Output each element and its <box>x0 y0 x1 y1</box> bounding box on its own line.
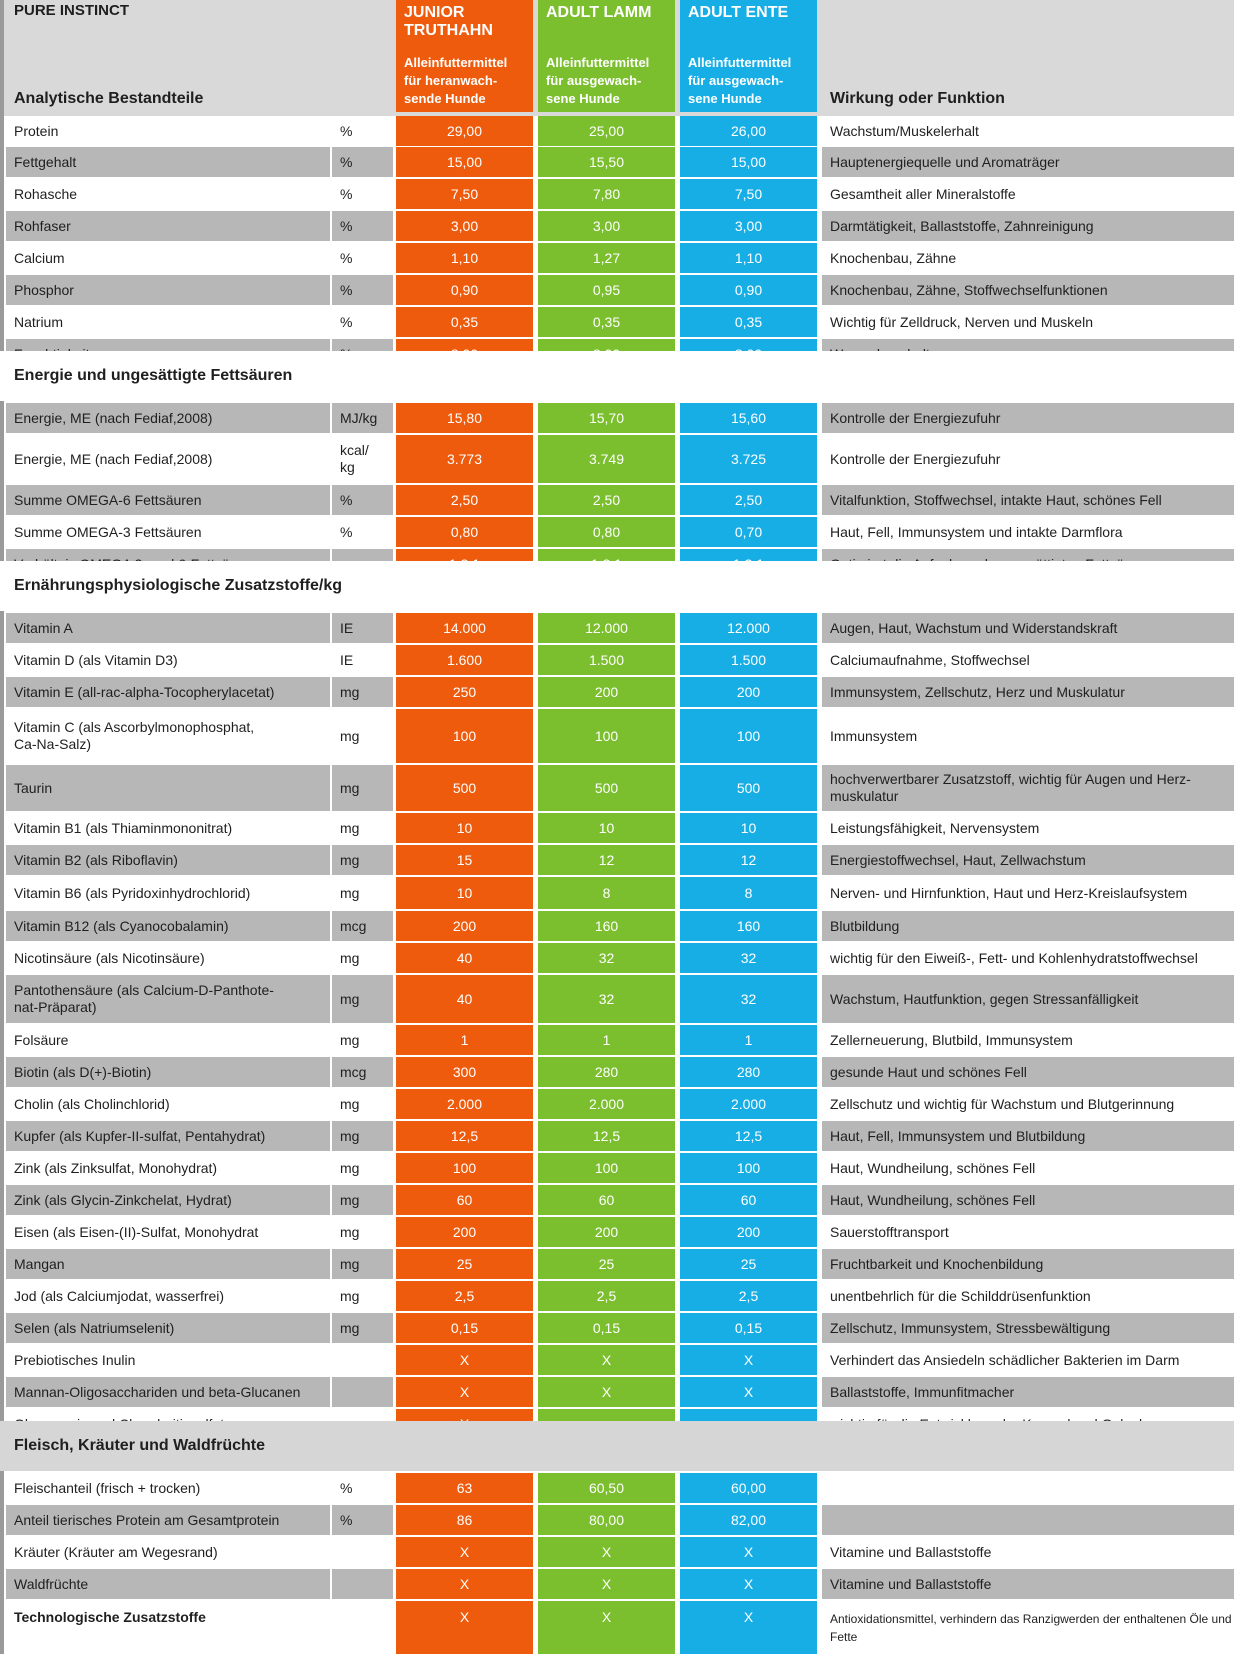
row-function: Ballaststoffe, Immunfitmacher <box>822 1377 1234 1407</box>
value-junior-truthahn: 40 <box>396 943 533 973</box>
value-adult-ente: 25 <box>680 1249 817 1279</box>
value-adult-ente: 12,5 <box>680 1121 817 1151</box>
value-adult-lamm: 1 <box>538 1025 675 1055</box>
value-adult-ente: 0,90 <box>680 275 817 305</box>
value-adult-lamm: 7,80 <box>538 179 675 209</box>
row-unit: % <box>332 275 393 305</box>
row-function: Haut, Fell, Immunsystem und Blutbildung <box>822 1121 1234 1151</box>
table-row <box>0 307 1234 337</box>
table-row <box>0 1569 1234 1599</box>
row-unit: mg <box>332 1153 393 1183</box>
row-unit: mg <box>332 1121 393 1151</box>
table-row <box>0 275 1234 305</box>
value-adult-lamm: 0,35 <box>538 307 675 337</box>
value-adult-ente: 3,00 <box>680 211 817 241</box>
value-junior-truthahn: 1,10 <box>396 243 533 273</box>
row-ingredient: Mannan-Oligosacchariden und beta-Glucanen <box>6 1377 330 1407</box>
row-unit: mg <box>332 1249 393 1279</box>
value-adult-lamm: X <box>538 1537 675 1567</box>
row-function: Knochenbau, Zähne, Stoffwechselfunktionen <box>822 275 1234 305</box>
value-adult-lamm: X <box>538 1569 675 1599</box>
row-unit <box>332 1601 393 1654</box>
value-adult-ente: 200 <box>680 677 817 707</box>
value-junior-truthahn: 250 <box>396 677 533 707</box>
row-ingredient: Taurin <box>6 765 330 811</box>
row-unit: mg <box>332 1281 393 1311</box>
row-ingredient: Prebiotisches Inulin <box>6 1345 330 1375</box>
header-analytic-label: Analytische Bestandteile <box>14 90 204 107</box>
row-unit: mg <box>332 1089 393 1119</box>
row-function: Immunsystem <box>822 709 1234 763</box>
row-function: Energiestoffwechsel, Haut, Zellwachstum <box>822 845 1234 875</box>
row-ingredient: Anteil tierisches Protein am Gesamtprotein <box>6 1505 330 1535</box>
value-adult-lamm: 8 <box>538 877 675 909</box>
brand-title: PURE INSTINCT <box>14 2 130 19</box>
value-adult-ente: 0,35 <box>680 307 817 337</box>
value-junior-truthahn: 2.000 <box>396 1089 533 1119</box>
value-adult-ente: X <box>680 1377 817 1407</box>
value-adult-lamm: 3,00 <box>538 211 675 241</box>
row-unit: IE <box>332 613 393 643</box>
product-description: Alleinfuttermittel für heranwach- sende Hunde <box>404 55 508 106</box>
value-adult-ente: 10 <box>680 813 817 843</box>
table-row <box>0 1601 1234 1654</box>
value-adult-ente: X <box>680 1537 817 1567</box>
row-ingredient: Natrium <box>6 307 330 337</box>
section-title: Fleisch, Kräuter und Waldfrüchte <box>14 1437 265 1454</box>
value-adult-lamm: 2.000 <box>538 1089 675 1119</box>
value-junior-truthahn: 14.000 <box>396 613 533 643</box>
value-junior-truthahn: 3,00 <box>396 211 533 241</box>
row-function: Haut, Fell, Immunsystem und intakte Darmflora <box>822 517 1234 547</box>
row-function: Knochenbau, Zähne <box>822 243 1234 273</box>
row-function: Blutbildung <box>822 911 1234 941</box>
table-row <box>0 243 1234 273</box>
value-adult-lamm: X <box>538 1601 675 1654</box>
row-unit: % <box>332 1505 393 1535</box>
value-adult-ente: 60,00 <box>680 1473 817 1503</box>
value-adult-ente: 500 <box>680 765 817 811</box>
row-ingredient: Vitamin D (als Vitamin D3) <box>6 645 330 675</box>
value-adult-lamm: 12.000 <box>538 613 675 643</box>
section-header <box>0 561 1234 611</box>
row-unit: mcg <box>332 1057 393 1087</box>
row-function: Antioxidationsmittel, verhindern das Ranzigwerden der enthaltenen Öle und Fette <box>822 1601 1234 1654</box>
row-unit: % <box>332 243 393 273</box>
value-adult-lamm: X <box>538 1345 675 1375</box>
row-function: hochverwertbarer Zusatzstoff, wichtig für Augen und Herz- muskulatur <box>822 765 1234 811</box>
value-junior-truthahn: 200 <box>396 911 533 941</box>
row-unit <box>332 1537 393 1567</box>
product-header-junior-truthahn <box>396 0 533 112</box>
value-adult-ente: 1.500 <box>680 645 817 675</box>
value-adult-ente: 7,50 <box>680 179 817 209</box>
row-unit: % <box>332 179 393 209</box>
value-adult-lamm: 200 <box>538 1217 675 1247</box>
product-name: JUNIOR TRUTHAHN <box>404 4 493 39</box>
table-row <box>0 116 1234 146</box>
row-ingredient: Folsäure <box>6 1025 330 1055</box>
row-ingredient: Vitamin A <box>6 613 330 643</box>
row-ingredient: Selen (als Natriumselenit) <box>6 1313 330 1343</box>
row-function <box>822 1473 1234 1503</box>
row-unit: % <box>332 211 393 241</box>
row-unit: mg <box>332 1025 393 1055</box>
value-junior-truthahn: 15,80 <box>396 403 533 433</box>
value-junior-truthahn: 1.600 <box>396 645 533 675</box>
table-row <box>0 403 1234 433</box>
row-function: Leistungsfähigkeit, Nervensystem <box>822 813 1234 843</box>
table-row <box>0 1281 1234 1311</box>
row-ingredient: Rohasche <box>6 179 330 209</box>
row-unit: mcg <box>332 911 393 941</box>
row-ingredient: Nicotinsäure (als Nicotinsäure) <box>6 943 330 973</box>
value-junior-truthahn: 63 <box>396 1473 533 1503</box>
row-ingredient: Vitamin B1 (als Thiaminmononitrat) <box>6 813 330 843</box>
row-unit: mg <box>332 1185 393 1215</box>
section-title: Technologische Zusatzstoffe <box>6 1601 330 1654</box>
row-unit: mg <box>332 813 393 843</box>
row-function: Darmtätigkeit, Ballaststoffe, Zahnreinigung <box>822 211 1234 241</box>
row-function: Gesamtheit aller Mineralstoffe <box>822 179 1234 209</box>
value-junior-truthahn: 300 <box>396 1057 533 1087</box>
value-adult-ente: 15,00 <box>680 147 817 177</box>
row-ingredient: Energie, ME (nach Fediaf,2008) <box>6 435 330 483</box>
row-function: Haut, Wundheilung, schönes Fell <box>822 1185 1234 1215</box>
row-unit <box>332 1569 393 1599</box>
row-ingredient: Summe OMEGA-6 Fettsäuren <box>6 485 330 515</box>
table-row <box>0 517 1234 547</box>
value-junior-truthahn: 40 <box>396 975 533 1023</box>
value-adult-ente: 0,70 <box>680 517 817 547</box>
value-adult-lamm: 15,50 <box>538 147 675 177</box>
row-function: Zellschutz und wichtig für Wachstum und Blutgerinnung <box>822 1089 1234 1119</box>
value-junior-truthahn: X <box>396 1345 533 1375</box>
table-row <box>0 485 1234 515</box>
row-unit: mg <box>332 877 393 909</box>
row-ingredient: Zink (als Zinksulfat, Monohydrat) <box>6 1153 330 1183</box>
row-function: Vitamine und Ballaststoffe <box>822 1537 1234 1567</box>
row-unit: mg <box>332 709 393 763</box>
value-adult-ente: 60 <box>680 1185 817 1215</box>
row-ingredient: Vitamin B12 (als Cyanocobalamin) <box>6 911 330 941</box>
product-header-adult-lamm <box>538 0 675 112</box>
value-adult-lamm: 0,15 <box>538 1313 675 1343</box>
table-row <box>0 645 1234 675</box>
value-adult-lamm: 10 <box>538 813 675 843</box>
table-row <box>0 1249 1234 1279</box>
row-function: Fruchtbarkeit und Knochenbildung <box>822 1249 1234 1279</box>
value-adult-ente: 82,00 <box>680 1505 817 1535</box>
row-unit <box>332 1345 393 1375</box>
value-junior-truthahn: 0,90 <box>396 275 533 305</box>
value-adult-ente: 1 <box>680 1025 817 1055</box>
row-function: Sauerstofftransport <box>822 1217 1234 1247</box>
value-adult-ente: 2,50 <box>680 485 817 515</box>
value-adult-ente: 100 <box>680 709 817 763</box>
bottom-border <box>0 1654 1234 1660</box>
table-row <box>0 709 1234 763</box>
row-function <box>822 1505 1234 1535</box>
row-ingredient: Zink (als Glycin-Zinkchelat, Hydrat) <box>6 1185 330 1215</box>
value-adult-lamm: 1.500 <box>538 645 675 675</box>
table-row <box>0 975 1234 1023</box>
row-unit: mg <box>332 1217 393 1247</box>
row-unit: mg <box>332 765 393 811</box>
row-unit: % <box>332 485 393 515</box>
row-ingredient: Vitamin B2 (als Riboflavin) <box>6 845 330 875</box>
table-row <box>0 677 1234 707</box>
row-function: Nerven- und Hirnfunktion, Haut und Herz-Kreislaufsystem <box>822 877 1234 909</box>
row-function: unentbehrlich für die Schilddrüsenfunktion <box>822 1281 1234 1311</box>
value-adult-lamm: 200 <box>538 677 675 707</box>
value-junior-truthahn: 29,00 <box>396 116 533 146</box>
row-function: Zellschutz, Immunsystem, Stressbewältigung <box>822 1313 1234 1343</box>
row-function: Wachstum/Muskelerhalt <box>822 116 1234 146</box>
value-junior-truthahn: X <box>396 1601 533 1654</box>
row-function: Vitamine und Ballaststoffe <box>822 1569 1234 1599</box>
row-ingredient: Fleischanteil (frisch + trocken) <box>6 1473 330 1503</box>
value-adult-ente: 32 <box>680 975 817 1023</box>
value-adult-lamm: 500 <box>538 765 675 811</box>
row-ingredient: Protein <box>6 116 330 146</box>
value-adult-lamm: 3.749 <box>538 435 675 483</box>
value-junior-truthahn: X <box>396 1569 533 1599</box>
row-ingredient: Biotin (als D(+)-Biotin) <box>6 1057 330 1087</box>
row-unit: mg <box>332 943 393 973</box>
row-unit: MJ/kg <box>332 403 393 433</box>
value-adult-ente: 15,60 <box>680 403 817 433</box>
value-junior-truthahn: 60 <box>396 1185 533 1215</box>
product-header-adult-ente <box>680 0 817 112</box>
section-title: Ernährungsphysiologische Zusatzstoffe/kg <box>14 577 343 594</box>
value-adult-lamm: 32 <box>538 975 675 1023</box>
value-adult-ente: 280 <box>680 1057 817 1087</box>
table-row <box>0 1473 1234 1503</box>
row-unit: % <box>332 1473 393 1503</box>
row-unit: mg <box>332 677 393 707</box>
value-junior-truthahn: 100 <box>396 709 533 763</box>
value-junior-truthahn: X <box>396 1377 533 1407</box>
value-adult-lamm: 0,95 <box>538 275 675 305</box>
value-adult-ente: 2,5 <box>680 1281 817 1311</box>
row-function: Augen, Haut, Wachstum und Widerstandskraft <box>822 613 1234 643</box>
row-unit: mg <box>332 1313 393 1343</box>
value-adult-lamm: 25 <box>538 1249 675 1279</box>
row-function: Verhindert das Ansiedeln schädlicher Bakterien im Darm <box>822 1345 1234 1375</box>
row-ingredient: Kupfer (als Kupfer-II-sulfat, Pentahydrat) <box>6 1121 330 1151</box>
value-adult-lamm: 80,00 <box>538 1505 675 1535</box>
value-junior-truthahn: 2,50 <box>396 485 533 515</box>
row-unit <box>332 1377 393 1407</box>
value-junior-truthahn: 500 <box>396 765 533 811</box>
row-ingredient: Vitamin C (als Ascorbylmonophosphat, Ca-Na-Salz) <box>6 709 330 763</box>
section-title: Energie und ungesättigte Fettsäuren <box>14 367 293 384</box>
table-row <box>0 613 1234 643</box>
value-junior-truthahn: 15,00 <box>396 147 533 177</box>
row-ingredient: Energie, ME (nach Fediaf,2008) <box>6 403 330 433</box>
row-function: Calciumaufnahme, Stoffwechsel <box>822 645 1234 675</box>
value-junior-truthahn: 10 <box>396 813 533 843</box>
table-row <box>0 1377 1234 1407</box>
row-function: Hauptenergiequelle und Aromaträger <box>822 147 1234 177</box>
row-function: Kontrolle der Energiezufuhr <box>822 403 1234 433</box>
value-junior-truthahn: 1 <box>396 1025 533 1055</box>
table-row <box>0 845 1234 875</box>
row-function: Vitalfunktion, Stoffwechsel, intakte Haut, schönes Fell <box>822 485 1234 515</box>
value-adult-ente: 2.000 <box>680 1089 817 1119</box>
section-header <box>0 351 1234 401</box>
row-function: wichtig für den Eiweiß-, Fett- und Kohlenhydratstoffwechsel <box>822 943 1234 973</box>
value-junior-truthahn: 15 <box>396 845 533 875</box>
value-junior-truthahn: 86 <box>396 1505 533 1535</box>
value-adult-lamm: 60 <box>538 1185 675 1215</box>
value-adult-ente: 1,10 <box>680 243 817 273</box>
row-function: Haut, Wundheilung, schönes Fell <box>822 1153 1234 1183</box>
table-row <box>0 1057 1234 1087</box>
row-function: Immunsystem, Zellschutz, Herz und Muskulatur <box>822 677 1234 707</box>
value-adult-ente: 100 <box>680 1153 817 1183</box>
table-row <box>0 211 1234 241</box>
value-adult-lamm: 25,00 <box>538 116 675 146</box>
row-ingredient: Summe OMEGA-3 Fettsäuren <box>6 517 330 547</box>
table-row <box>0 911 1234 941</box>
value-adult-lamm: 1,27 <box>538 243 675 273</box>
row-ingredient: Jod (als Calciumjodat, wasserfrei) <box>6 1281 330 1311</box>
value-adult-ente: 200 <box>680 1217 817 1247</box>
section-header <box>0 1421 1234 1471</box>
row-ingredient: Pantothensäure (als Calcium-D-Panthote- nat-Präparat) <box>6 975 330 1023</box>
value-adult-lamm: 60,50 <box>538 1473 675 1503</box>
value-adult-ente: X <box>680 1569 817 1599</box>
row-unit: mg <box>332 975 393 1023</box>
value-adult-ente: 26,00 <box>680 116 817 146</box>
value-adult-lamm: 160 <box>538 911 675 941</box>
value-junior-truthahn: X <box>396 1537 533 1567</box>
value-adult-ente: X <box>680 1345 817 1375</box>
row-ingredient: Rohfaser <box>6 211 330 241</box>
row-ingredient: Calcium <box>6 243 330 273</box>
value-junior-truthahn: 25 <box>396 1249 533 1279</box>
value-junior-truthahn: 0,15 <box>396 1313 533 1343</box>
value-junior-truthahn: 0,35 <box>396 307 533 337</box>
table-row <box>0 813 1234 843</box>
value-junior-truthahn: 0,80 <box>396 517 533 547</box>
product-description: Alleinfuttermittel für ausgewach- sene Hunde <box>546 55 650 106</box>
value-junior-truthahn: 200 <box>396 1217 533 1247</box>
table-row <box>0 147 1234 177</box>
row-ingredient: Fettgehalt <box>6 147 330 177</box>
value-adult-ente: 12 <box>680 845 817 875</box>
value-adult-ente: 8 <box>680 877 817 909</box>
row-unit: kcal/ kg <box>332 435 393 483</box>
value-junior-truthahn: 10 <box>396 877 533 909</box>
value-adult-lamm: 100 <box>538 1153 675 1183</box>
value-adult-ente: 0,15 <box>680 1313 817 1343</box>
table-row <box>0 1025 1234 1055</box>
row-function: gesunde Haut und schönes Fell <box>822 1057 1234 1087</box>
value-junior-truthahn: 7,50 <box>396 179 533 209</box>
value-adult-ente: 3.725 <box>680 435 817 483</box>
row-ingredient: Vitamin E (all-rac-alpha-Tocopherylacetat) <box>6 677 330 707</box>
value-adult-lamm: 0,80 <box>538 517 675 547</box>
product-description: Alleinfuttermittel für ausgewach- sene Hunde <box>688 55 792 106</box>
row-ingredient: Kräuter (Kräuter am Wegesrand) <box>6 1537 330 1567</box>
table-row <box>0 1505 1234 1535</box>
table-row <box>0 877 1234 909</box>
value-adult-ente: 160 <box>680 911 817 941</box>
table-row <box>0 1185 1234 1215</box>
table-row <box>0 1217 1234 1247</box>
value-adult-lamm: 32 <box>538 943 675 973</box>
table-row <box>0 1345 1234 1375</box>
product-name: ADULT LAMM <box>546 4 652 21</box>
value-adult-ente: X <box>680 1601 817 1654</box>
row-ingredient: Vitamin B6 (als Pyridoxinhydrochlorid) <box>6 877 330 909</box>
value-adult-lamm: 2,5 <box>538 1281 675 1311</box>
value-adult-lamm: 2,50 <box>538 485 675 515</box>
table-row <box>0 765 1234 811</box>
value-adult-lamm: 15,70 <box>538 403 675 433</box>
table-row <box>0 943 1234 973</box>
row-function: Wichtig für Zelldruck, Nerven und Muskeln <box>822 307 1234 337</box>
header-function-label: Wirkung oder Funktion <box>830 90 1005 107</box>
value-adult-lamm: 12,5 <box>538 1121 675 1151</box>
product-name: ADULT ENTE <box>688 4 789 21</box>
row-ingredient: Eisen (als Eisen-(II)-Sulfat, Monohydrat <box>6 1217 330 1247</box>
row-unit: % <box>332 116 393 146</box>
value-adult-ente: 12.000 <box>680 613 817 643</box>
value-adult-lamm: 280 <box>538 1057 675 1087</box>
row-unit: % <box>332 307 393 337</box>
row-unit: mg <box>332 845 393 875</box>
row-ingredient: Mangan <box>6 1249 330 1279</box>
table-row <box>0 435 1234 483</box>
row-ingredient: Cholin (als Cholinchlorid) <box>6 1089 330 1119</box>
table-row <box>0 179 1234 209</box>
table-row <box>0 1121 1234 1151</box>
value-adult-lamm: X <box>538 1377 675 1407</box>
table-row <box>0 1089 1234 1119</box>
value-adult-ente: 32 <box>680 943 817 973</box>
value-adult-lamm: 100 <box>538 709 675 763</box>
row-unit: % <box>332 147 393 177</box>
row-ingredient: Waldfrüchte <box>6 1569 330 1599</box>
value-adult-lamm: 12 <box>538 845 675 875</box>
row-unit: IE <box>332 645 393 675</box>
table-row <box>0 1537 1234 1567</box>
row-unit: % <box>332 517 393 547</box>
row-ingredient: Phosphor <box>6 275 330 305</box>
table-row <box>0 1313 1234 1343</box>
value-junior-truthahn: 12,5 <box>396 1121 533 1151</box>
value-junior-truthahn: 3.773 <box>396 435 533 483</box>
row-function: Wachstum, Hautfunktion, gegen Stressanfälligkeit <box>822 975 1234 1023</box>
value-junior-truthahn: 100 <box>396 1153 533 1183</box>
value-junior-truthahn: 2,5 <box>396 1281 533 1311</box>
row-function: Zellerneuerung, Blutbild, Immunsystem <box>822 1025 1234 1055</box>
row-function: Kontrolle der Energiezufuhr <box>822 435 1234 483</box>
table-row <box>0 1153 1234 1183</box>
